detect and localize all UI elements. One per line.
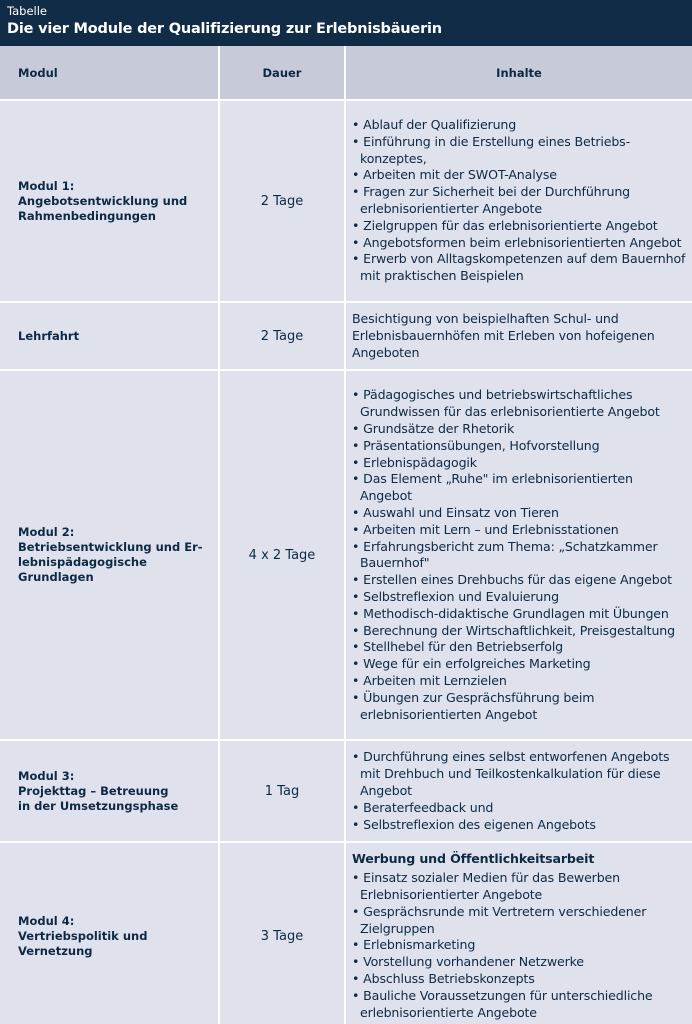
list-item: • Präsentationsübungen, Hofvorstellung — [352, 438, 688, 455]
duration-cell: 3 Tage — [219, 842, 345, 1024]
list-item: • Selbstreflexion und Evaluierung — [352, 589, 688, 606]
table-row — [0, 370, 692, 740]
list-item: • Wege für ein erfolgreiches Marketing — [352, 656, 688, 673]
content-list — [352, 387, 688, 723]
module-name-line: Angebotsentwicklung und — [18, 193, 188, 208]
content-cell — [345, 740, 692, 842]
column-header-inhalte: Inhalte — [345, 46, 692, 100]
content-list — [352, 870, 688, 1021]
duration-cell: 4 x 2 Tage — [219, 370, 345, 740]
column-header-dauer: Dauer — [219, 46, 345, 100]
table-row — [0, 740, 692, 842]
list-item: • Einsatz sozialer Medien für das Bewerben Erlebnisorientierter Angebote — [352, 870, 688, 904]
module-name-line: Lehrfahrt — [18, 328, 80, 343]
module-cell — [0, 842, 219, 1024]
list-item: • Pädagogisches und betriebswirtschaftliches Grundwissen für das erlebnisorientierte Angebot — [352, 387, 688, 421]
list-item: • Arbeiten mit der SWOT-Analyse — [352, 167, 688, 184]
list-item: • Zielgruppen für das erlebnisorientierte Angebot — [352, 218, 688, 235]
module-cell — [0, 370, 219, 740]
table-row — [0, 302, 692, 370]
table-caption — [0, 0, 692, 46]
module-name-line: Betriebsentwicklung und Er- — [18, 540, 203, 555]
list-item: • Abschluss Betriebskonzepts — [352, 971, 688, 988]
module-name-line: Grundlagen — [18, 570, 94, 585]
duration-cell: 2 Tage — [219, 302, 345, 370]
module-name-line: Modul 2: — [18, 525, 75, 540]
content-paragraph: Besichtigung von beispielhaften Schul- und Erlebnisbauernhöfen mit Erleben von hofeigenen Angeboten — [352, 311, 655, 360]
list-item: • Grundsätze der Rhetorik — [352, 421, 688, 438]
list-item: • Berechnung der Wirtschaftlichkeit, Preisgestaltung — [352, 623, 688, 640]
column-header-modul: Modul — [0, 46, 219, 100]
table-row — [0, 100, 692, 302]
content-cell — [345, 370, 692, 740]
list-item: • Beraterfeedback und — [352, 800, 688, 817]
content-list — [352, 749, 688, 833]
content-subheading: Werbung und Öffentlichkeitsarbeit — [352, 851, 595, 867]
module-name-line: Projekttag – Betreuung — [18, 783, 169, 798]
list-item: • Auswahl und Einsatz von Tieren — [352, 505, 688, 522]
list-item: • Einführung in die Erstellung eines Betriebs-konzeptes, — [352, 134, 688, 168]
duration-cell: 1 Tag — [219, 740, 345, 842]
list-item: • Erfahrungsbericht zum Thema: „Schatzkammer Bauernhof" — [352, 539, 688, 573]
list-item: • Übungen zur Gesprächsführung beim erlebnisorientierten Angebot — [352, 690, 688, 724]
list-item: • Gesprächsrunde mit Vertretern verschiedener Zielgruppen — [352, 904, 688, 938]
list-item: • Stellhebel für den Betriebserfolg — [352, 639, 688, 656]
list-item: • Bauliche Voraussetzungen für unterschiedliche erlebnisorientierte Angebote — [352, 988, 688, 1022]
list-item: • Erstellen eines Drehbuchs für das eigene Angebot — [352, 572, 688, 589]
list-item: • Arbeiten mit Lern – und Erlebnisstationen — [352, 522, 688, 539]
modules-table — [0, 46, 692, 1024]
module-name-line: Modul 1: — [18, 178, 75, 193]
module-name-line: Vernetzung — [18, 943, 93, 958]
table-row — [0, 842, 692, 1024]
list-item: • Vorstellung vorhandener Netzwerke — [352, 954, 688, 971]
module-name-line: lebnispädagogische — [18, 555, 147, 570]
list-item: • Methodisch-didaktische Grundlagen mit Übungen — [352, 606, 688, 623]
list-item: • Das Element „Ruhe" im erlebnisorientierten Angebot — [352, 471, 688, 505]
list-item: • Ablauf der Qualifizierung — [352, 117, 688, 134]
module-cell — [0, 302, 219, 370]
module-cell — [0, 740, 219, 842]
module-name-line: Vertriebspolitik und — [18, 928, 148, 943]
module-cell — [0, 100, 219, 302]
list-item: • Arbeiten mit Lernzielen — [352, 673, 688, 690]
table-header-row — [0, 46, 692, 100]
duration-cell: 2 Tage — [219, 100, 345, 302]
list-item: • Erlebnispädagogik — [352, 455, 688, 472]
list-item: • Erwerb von Alltagskompetenzen auf dem Bauernhof mit praktischen Beispielen — [352, 251, 688, 285]
content-cell — [345, 842, 692, 1024]
module-name-line: Rahmenbedingungen — [18, 208, 156, 223]
caption-label: Tabelle — [7, 4, 48, 18]
list-item: • Angebotsformen beim erlebnisorientierten Angebot — [352, 235, 688, 252]
module-name-line: Modul 4: — [18, 913, 75, 928]
list-item: • Erlebnismarketing — [352, 937, 688, 954]
list-item: • Fragen zur Sicherheit bei der Durchführung erlebnisorientierter Angebote — [352, 184, 688, 218]
list-item: • Selbstreflexion des eigenen Angebots — [352, 817, 688, 834]
content-cell — [345, 302, 692, 370]
content-list — [352, 117, 688, 285]
table-title: Die vier Module der Qualifizierung zur Erlebnisbäuerin — [7, 21, 442, 37]
content-cell — [345, 100, 692, 302]
list-item: • Durchführung eines selbst entworfenen Angebots mit Drehbuch und Teilkostenkalkulation für diese Angebot — [352, 749, 688, 799]
module-name-line: Modul 3: — [18, 768, 75, 783]
module-name-line: in der Umsetzungsphase — [18, 798, 179, 813]
